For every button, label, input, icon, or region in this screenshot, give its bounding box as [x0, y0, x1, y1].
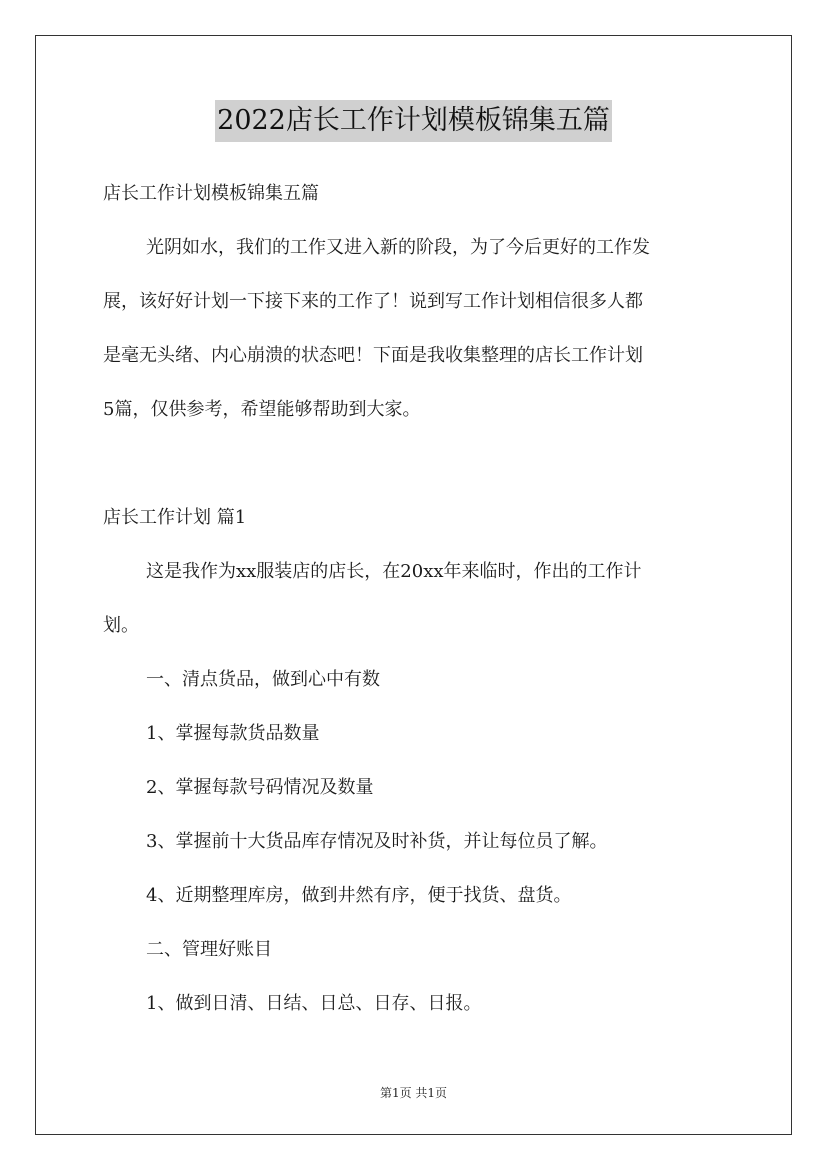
list-item: 4、近期整理库房，做到井然有序，便于找货、盘货。 [146, 885, 572, 906]
list-item: 3、掌握前十大货品库存情况及时补货，并让每位员了解。 [146, 831, 608, 852]
section-intro-line-2: 划。 [103, 615, 139, 636]
intro-line-2: 展，该好好计划一下接下来的工作了！说到写工作计划相信很多人都 [103, 291, 643, 312]
list-item: 2、掌握每款号码情况及数量 [146, 777, 374, 798]
page-footer: 第1页 共1页 [379, 1086, 448, 1100]
intro-line-3: 是毫无头绪、内心崩溃的状态吧！下面是我收集整理的店长工作计划 [103, 345, 643, 366]
subtitle: 店长工作计划模板锦集五篇 [103, 183, 319, 204]
intro-line-4: 5篇，仅供参考，希望能够帮助到大家。 [103, 399, 421, 420]
list-item: 二、管理好账目 [146, 939, 272, 960]
section-intro-line-1: 这是我作为xx服装店的店长，在20xx年来临时，作出的工作计 [146, 561, 642, 582]
intro-line-1: 光阴如水，我们的工作又进入新的阶段，为了今后更好的工作发 [146, 237, 650, 258]
list-item: 1、做到日清、日结、日总、日存、日报。 [146, 993, 482, 1014]
section-heading: 店长工作计划 篇1 [103, 507, 247, 528]
page-title: 2022店长工作计划模板锦集五篇 [215, 100, 612, 142]
list-item: 1、掌握每款货品数量 [146, 723, 320, 744]
list-item: 一、清点货品，做到心中有数 [146, 669, 380, 690]
title-container [0, 100, 827, 142]
